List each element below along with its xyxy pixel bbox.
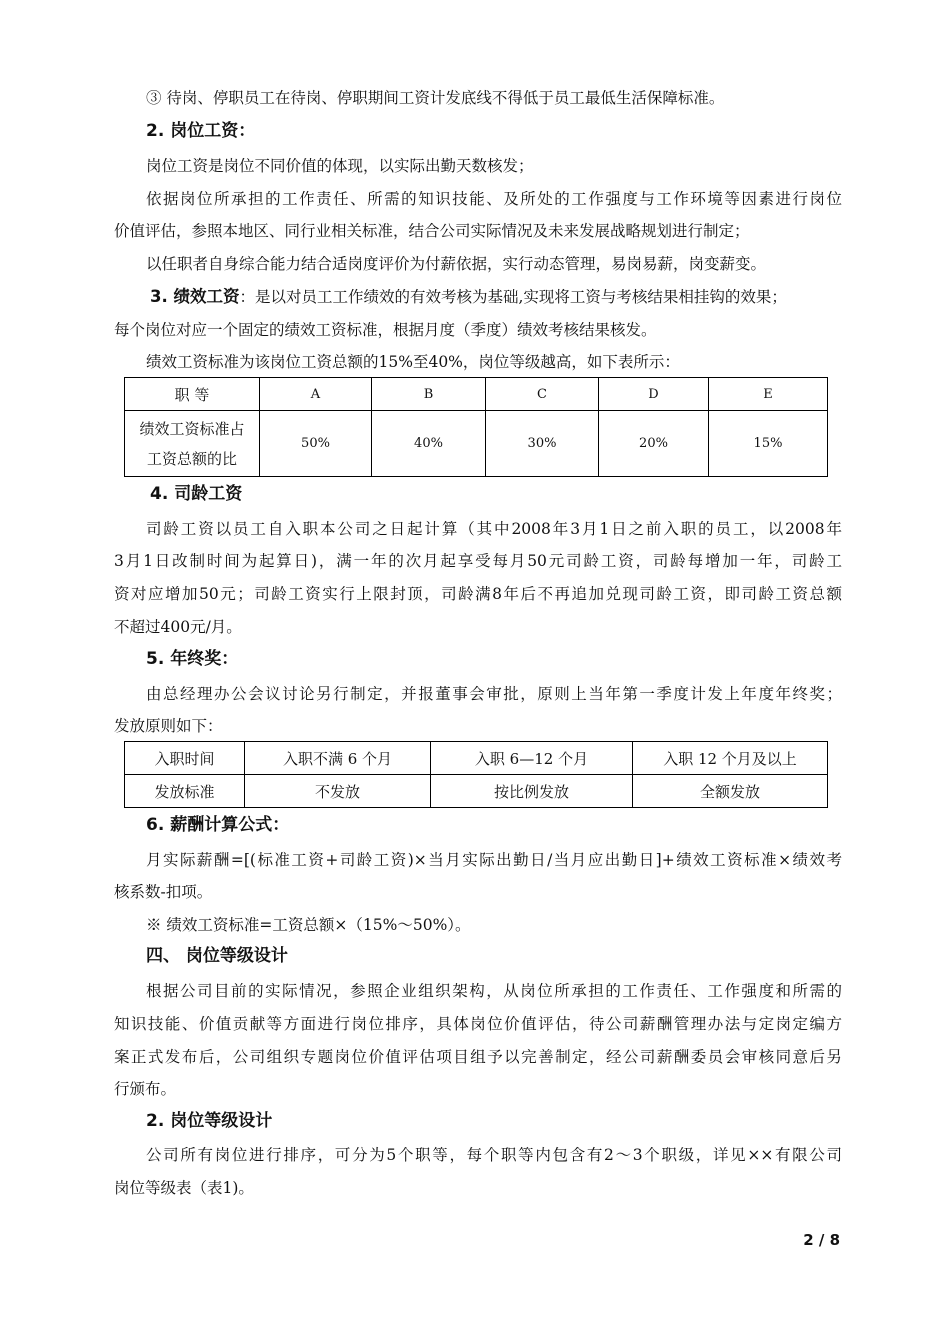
paragraph-formula-2: 核系数-扣项。 — [114, 883, 213, 901]
table-header-cell: 入职 12 个月及以上 — [633, 742, 828, 775]
table-header-cell: 入职 6—12 个月 — [431, 742, 633, 775]
table-cell: 50% — [260, 411, 372, 477]
paragraph-seniority-1: 司龄工资以员工自入职本公司之日起计算（其中2008年3月1日之前入职的员工，以2008年 — [146, 520, 842, 538]
paragraph-formula-1: 月实际薪酬=[(标准工资+司龄工资)×当月实际出勤日/当月应出勤日]+绩效工资标准×绩效考 — [146, 851, 842, 869]
row-label-line-2: 工资总额的比 — [146, 449, 237, 468]
table-cell: 全额发放 — [633, 775, 828, 808]
table-row — [125, 775, 828, 808]
table-row-label — [125, 411, 260, 477]
paragraph-grade-1: 根据公司目前的实际情况，参照企业组织架构，从岗位所承担的工作责任、工作强度和所需的 — [146, 982, 842, 1000]
row-label-line-1: 绩效工资标准占 — [139, 419, 245, 438]
heading-position-grade-design: 四、 岗位等级设计 — [146, 946, 288, 966]
paragraph-position-wage-2a: 依据岗位所承担的工作责任、所需的知识技能、及所处的工作强度与工作环境等因素进行岗位 — [146, 190, 842, 208]
table-header-cell: 职 等 — [125, 378, 260, 411]
paragraph-performance-wage-3: 绩效工资标准为该岗位工资总额的15%至40%，岗位等级越高，如下表所示： — [146, 353, 680, 371]
paragraph-performance-wage-2: 每个岗位对应一个固定的绩效工资标准，根据月度（季度）绩效考核结果核发。 — [114, 321, 657, 339]
table-cell: 发放标准 — [125, 775, 245, 808]
table-cell: 不发放 — [245, 775, 431, 808]
table-cell: 30% — [486, 411, 599, 477]
paragraph-standby-wage: ③ 待岗、停职员工在待岗、停职期间工资计发底线不得低于员工最低生活保障标准。 — [146, 89, 725, 107]
heading-year-end-bonus: 5. 年终奖： — [146, 649, 239, 669]
paragraph-seniority-2: 3月1日改制时间为起算日)，满一年的次月起享受每月50元司龄工资，司龄每增加一年，司龄工 — [114, 552, 842, 570]
table-cell: 按比例发放 — [431, 775, 633, 808]
paragraph-seniority-4: 不超过400元/月。 — [114, 618, 242, 636]
paragraph-position-wage-3: 以任职者自身综合能力结合适岗度评价为付薪依据，实行动态管理，易岗易薪，岗变薪变。 — [146, 255, 767, 273]
paragraph-grade-table-1: 公司所有岗位进行排序，可分为5个职等，每个职等内包含有2～3个职级，详见××有限公司 — [146, 1146, 842, 1164]
table-header-cell: 入职时间 — [125, 742, 245, 775]
performance-wage-table — [124, 377, 828, 477]
heading-position-grade-design-2: 2. 岗位等级设计 — [146, 1111, 273, 1131]
table-header-cell: E — [709, 378, 828, 411]
table-header-row — [125, 378, 828, 411]
paragraph-performance-wage-title — [150, 287, 846, 307]
table-header-cell: C — [486, 378, 599, 411]
paragraph-grade-4: 行颁布。 — [114, 1080, 177, 1098]
table-cell: 20% — [599, 411, 709, 477]
heading-seniority-wage: 4. 司龄工资 — [150, 484, 243, 504]
paragraph-formula-note: ※ 绩效工资标准=工资总额×（15%～50%）。 — [146, 916, 471, 934]
table-cell: 40% — [372, 411, 486, 477]
table-row — [125, 411, 828, 477]
paragraph-bonus-1: 由总经理办公会议讨论另行制定，并报董事会审批，原则上当年第一季度计发上年度年终奖； — [146, 685, 842, 703]
paragraph-bonus-2: 发放原则如下： — [114, 717, 223, 735]
bonus-table — [124, 741, 828, 808]
heading-performance-wage: 3. 绩效工资 — [150, 287, 240, 306]
paragraph-position-wage-1: 岗位工资是岗位不同价值的体现，以实际出勤天数核发； — [146, 157, 534, 175]
table-header-cell: D — [599, 378, 709, 411]
paragraph-grade-table-2: 岗位等级表（表1)。 — [114, 1179, 254, 1197]
table-cell: 15% — [709, 411, 828, 477]
heading-position-wage: 2. 岗位工资： — [146, 121, 256, 141]
paragraph-grade-2: 知识技能、价值贡献等方面进行岗位排序，具体岗位价值评估，待公司薪酬管理办法与定岗定编方 — [114, 1015, 842, 1033]
table-header-cell: 入职不满 6 个月 — [245, 742, 431, 775]
table-header-row — [125, 742, 828, 775]
page-number: 2 / 8 — [803, 1231, 840, 1249]
table-header-cell: B — [372, 378, 486, 411]
paragraph-grade-3: 案正式发布后，公司组织专题岗位价值评估项目组予以完善制定，经公司薪酬委员会审核同意后另 — [114, 1048, 842, 1066]
paragraph-position-wage-2b: 价值评估，参照本地区、同行业相关标准，结合公司实际情况及未来发展战略规划进行制定； — [114, 222, 750, 240]
table-header-cell: A — [260, 378, 372, 411]
heading-salary-formula: 6. 薪酬计算公式： — [146, 815, 290, 835]
performance-wage-definition: ：是以对员工工作绩效的有效考核为基础,实现将工资与考核结果相挂钩的效果； — [239, 288, 787, 306]
paragraph-seniority-3: 资对应增加50元；司龄工资实行上限封顶，司龄满8年后不再追加兑现司龄工资，即司龄工资总额 — [114, 585, 842, 603]
